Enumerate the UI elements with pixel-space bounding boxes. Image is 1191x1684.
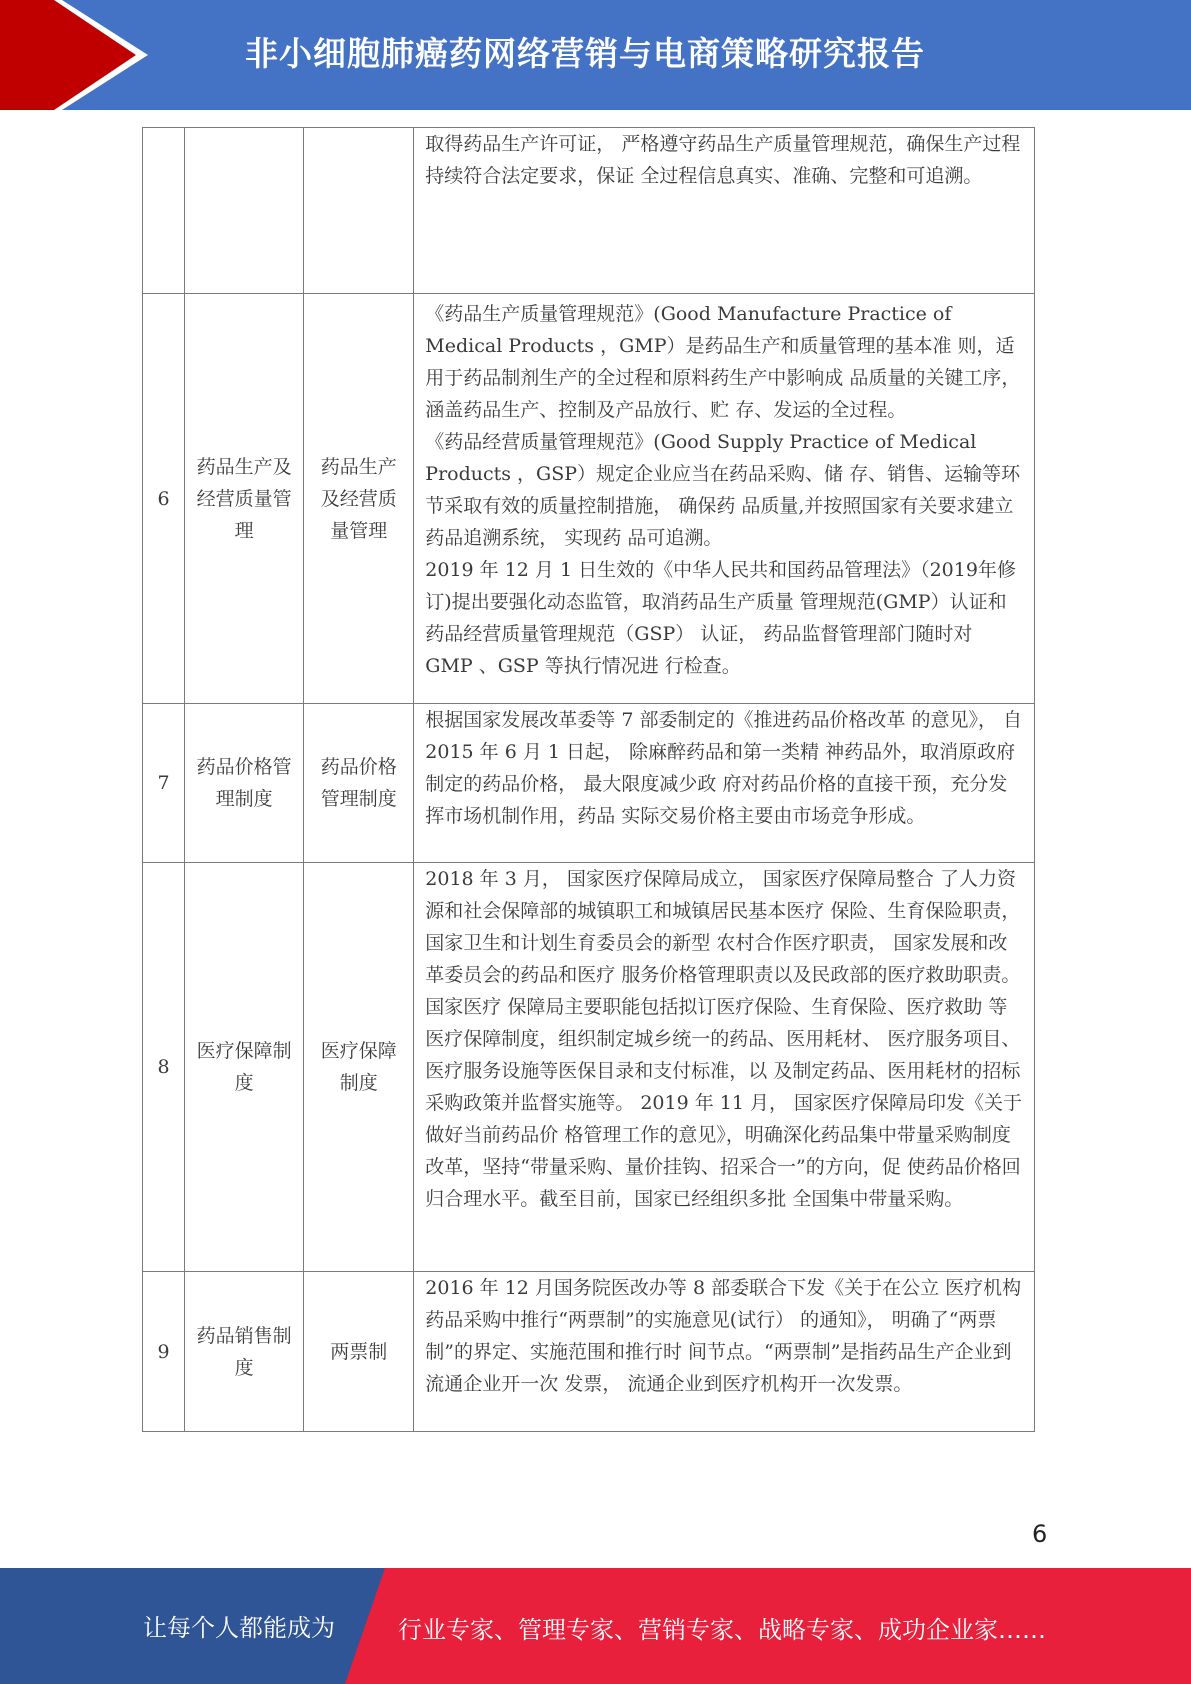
content-paragraph: 2016 年 12 月国务院医改办等 8 部委联合下发《关于在公立 医疗机构药品采购中推行“两票制”的实施意见(试行） 的通知》， 明确了“两票制”的界定、实施范围和推行时 间节点。“两票制”是指药品生产企业到流通企业开一次 发票， 流通企业到医疗机构开一次发票。 bbox=[425, 1277, 1022, 1395]
row-subcategory bbox=[304, 128, 414, 294]
category-label: 药品销售制度 bbox=[196, 1324, 292, 1379]
subcategory-label: 医疗保障制度 bbox=[320, 1040, 397, 1094]
content-paragraph: 2019 年 12 月 1 日生效的《中华人民共和国药品管理法》（2019年修订)提出要强化动态监管，取消药品生产质量 管理规范(GMP）认证和药品经营质量管理规范（GSP） 认证， 药品监督管理部门随时对 GMP 、GSP 等执行情况进 行检查。 bbox=[425, 559, 1016, 677]
row-number: 9 bbox=[143, 1272, 185, 1432]
table-row bbox=[143, 863, 1035, 1272]
subcategory-label: 两票制 bbox=[330, 1340, 388, 1363]
row-subcategory bbox=[304, 704, 414, 863]
row-number bbox=[143, 128, 185, 294]
subcategory-label: 药品价格管理制度 bbox=[320, 756, 397, 810]
page-header bbox=[0, 0, 1191, 110]
row-content bbox=[414, 294, 1035, 704]
row-subcategory bbox=[304, 1272, 414, 1432]
content-paragraph: 根据国家发展改革委等 7 部委制定的《推进药品价格改革 的意见》， 自 2015 年 6 月 1 日起， 除麻醉药品和第一类精 神药品外，取消原政府制定的药品价格， 最大限度减少政 府对药品价格的直接干预，充分发挥市场机制作用，药品 实际交易价格主要由市场竞争形成。 bbox=[425, 709, 1023, 827]
page-number: 6 bbox=[1032, 1520, 1048, 1548]
table-row bbox=[143, 704, 1035, 863]
content-paragraph: 《药品经营质量管理规范》(Good Supply Practice of Medical Products ，GSP）规定企业应当在药品采购、储 存、销售、运输等环节采取有效的质量控制措施， 确保药 品质量,并按照国家有关要求建立药品追溯系统， 实现药 品可追溯。 bbox=[425, 431, 1021, 549]
table-row bbox=[143, 294, 1035, 704]
content-paragraph: 取得药品生产许可证， 严格遵守药品生产质量管理规范，确保生产过程持续符合法定要求，保证 全过程信息真实、准确、完整和可追溯。 bbox=[425, 133, 1021, 187]
table-row bbox=[143, 128, 1035, 294]
category-label: 药品价格管理制度 bbox=[196, 756, 292, 810]
footer-slogan-left: 让每个人都能成为 bbox=[143, 1614, 335, 1642]
row-category bbox=[185, 1272, 304, 1432]
row-content bbox=[414, 1272, 1035, 1432]
row-number: 6 bbox=[143, 294, 185, 704]
report-title: 非小细胞肺癌药网络营销与电商策略研究报告 bbox=[245, 34, 925, 73]
content-paragraph: 2018 年 3 月， 国家医疗保障局成立， 国家医疗保障局整合 了人力资源和社会保障部的城镇职工和城镇居民基本医疗 保险、生育保险职责，国家卫生和计划生育委员会的新型 农村合作医疗职责， 国家发展和改革委员会的药品和医疗 服务价格管理职责以及民政部的医疗救助职责。国家医疗 保障局主要职能包括拟订医疗保险、生育保险、医疗救助 等医疗保障制度，组织制定城乡统一的药品、医用耗材、 医疗服务项目、医疗服务设施等医保目录和支付标准，以 及制定药品、医用耗材的招标采购政策并监督实施等。 2019 年 11 月， 国家医疗保障局印发《关于做好当前药品价 格管理工作的意见》，明确深化药品集中带量采购制度改革，坚持“带量采购、量价挂钩、招采合一”的方向，促 使药品价格回归合理水平。截至目前，国家已经组织多批 全国集中带量采购。 bbox=[425, 868, 1023, 1210]
row-number: 7 bbox=[143, 704, 185, 863]
footer-slogan-right: 行业专家、管理专家、营销专家、战略专家、成功企业家…… bbox=[398, 1616, 1046, 1644]
row-subcategory bbox=[304, 863, 414, 1272]
category-label: 药品生产及经营质量管理 bbox=[196, 455, 292, 542]
row-number: 8 bbox=[143, 863, 185, 1272]
row-subcategory bbox=[304, 294, 414, 704]
category-label: 医疗保障制度 bbox=[196, 1040, 292, 1094]
row-category bbox=[185, 128, 304, 294]
row-content bbox=[414, 128, 1035, 294]
regulation-table bbox=[142, 127, 1035, 1432]
content-paragraph: 《药品生产质量管理规范》(Good Manufacture Practice of Medical Products ，GMP）是药品生产和质量管理的基本准 则，适用于药品制剂生产的全过程和原料药生产中影响成 品质量的关键工序， 涵盖药品生产、控制及产品放行、贮 存、发运的全过程。 bbox=[425, 303, 1021, 421]
header-arrow-decoration bbox=[0, 0, 150, 110]
table-row bbox=[143, 1272, 1035, 1432]
row-content bbox=[414, 863, 1035, 1272]
subcategory-label: 药品生产及经营质量管理 bbox=[320, 455, 397, 542]
page-footer bbox=[0, 1568, 1191, 1684]
row-category bbox=[185, 704, 304, 863]
row-content bbox=[414, 704, 1035, 863]
row-category bbox=[185, 863, 304, 1272]
row-category bbox=[185, 294, 304, 704]
